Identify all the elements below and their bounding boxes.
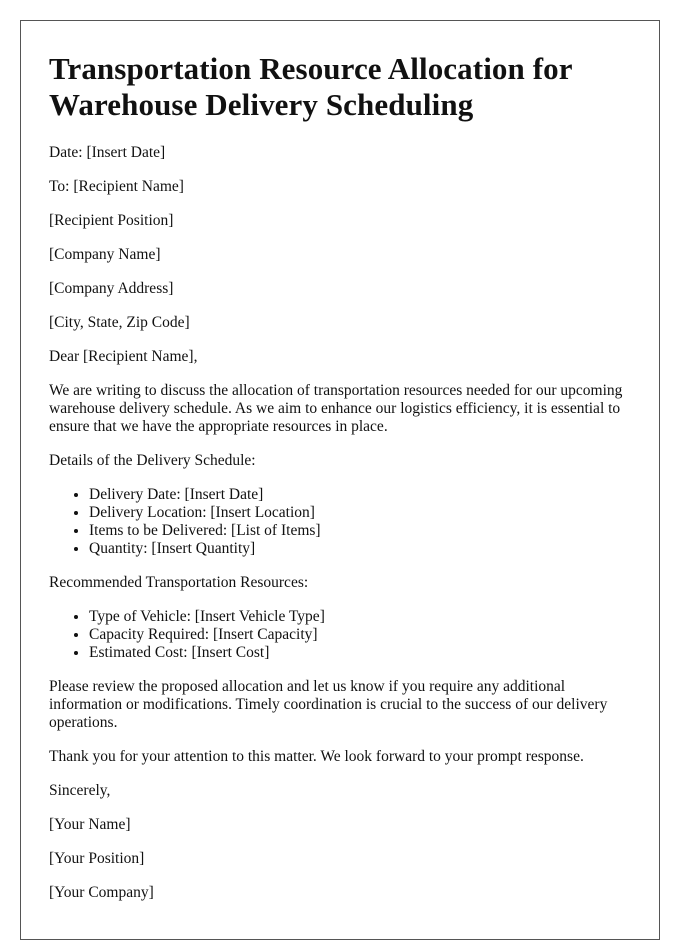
review-paragraph: Please review the proposed allocation and let us know if you require any additional information or modifications. Timely coordination is crucial to the success of our delivery operations. [49, 678, 608, 731]
recipient-position: [Recipient Position] [49, 212, 174, 229]
date-line: Date: [Insert Date] [49, 144, 166, 161]
letter-title: Transportation Resource Allocation for Warehouse Delivery Scheduling [49, 51, 573, 122]
list-item: • Estimated Cost: [Insert Cost] [89, 644, 631, 662]
resources-heading: Recommended Transportation Resources: [49, 574, 309, 591]
sender-company: [Your Company] [49, 884, 154, 901]
company-name: [Company Name] [49, 246, 161, 263]
sender-position: [Your Position] [49, 850, 145, 867]
list-item: • Quantity: [Insert Quantity] [89, 540, 631, 558]
company-address: [Company Address] [49, 280, 174, 297]
list-item: • Capacity Required: [Insert Capacity] [89, 626, 631, 644]
intro-paragraph: We are writing to discuss the allocation of transportation resources needed for our upcoming warehouse delivery schedule. As we aim to enhance our logistics efficiency, it is essential to ensure that we have the appropriate resources in place. [49, 382, 623, 435]
list-item: • Delivery Date: [Insert Date] [89, 486, 631, 504]
thanks-paragraph: Thank you for your attention to this matter. We look forward to your prompt response. [49, 748, 584, 765]
schedule-heading: Details of the Delivery Schedule: [49, 452, 256, 469]
resources-list [49, 608, 631, 662]
schedule-list [49, 486, 631, 558]
letter-page [20, 20, 660, 940]
sender-name: [Your Name] [49, 816, 131, 833]
list-item: • Delivery Location: [Insert Location] [89, 504, 631, 522]
closing: Sincerely, [49, 782, 111, 799]
list-item: • Type of Vehicle: [Insert Vehicle Type] [89, 608, 631, 626]
city-state-zip: [City, State, Zip Code] [49, 314, 190, 331]
salutation: Dear [Recipient Name], [49, 348, 198, 365]
list-item: • Items to be Delivered: [List of Items] [89, 522, 631, 540]
recipient-name-line: To: [Recipient Name] [49, 178, 184, 195]
